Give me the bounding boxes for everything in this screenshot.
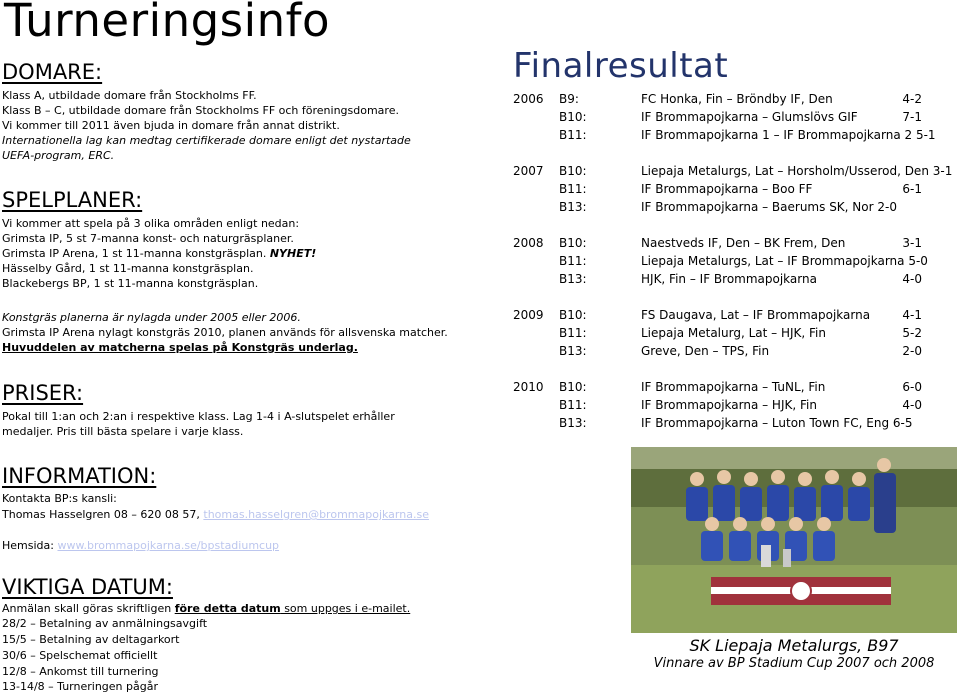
email-link[interactable]: thomas.hasselgren@brommapojkarna.se	[203, 508, 429, 521]
result-year: 2010	[513, 380, 544, 394]
spelplaner-line-text: Grimsta IP Arena, 1 st 11-manna konstgräsplan.	[2, 247, 267, 260]
spelplaner-note: Grimsta IP Arena nylagt konstgräs 2010, planen används för allsvenska matcher.	[2, 326, 448, 339]
result-match: IF Brommapojkarna – TuNL, Fin	[641, 380, 826, 394]
domare-line: Klass A, utbildade domare från Stockholms FF.	[2, 89, 257, 102]
spelplaner-line: Hässelby Gård, 1 st 11-manna konstgräsplan.	[2, 262, 254, 275]
contact-text: Thomas Hasselgren 08 – 620 08 57,	[2, 508, 200, 521]
viktiga-intro	[2, 601, 410, 616]
result-match: Liepaja Metalurgs, Lat – IF Brommapojkarna 5-0	[641, 254, 928, 268]
viktiga-intro-bold: före detta datum	[174, 602, 281, 615]
spelplaner-line	[2, 246, 316, 261]
hemsida-line	[2, 538, 279, 553]
result-match: IF Brommapojkarna – Glumslövs GIF	[641, 110, 858, 124]
result-class: B11:	[559, 254, 587, 268]
result-class: B10:	[559, 110, 587, 124]
domare-line: Internationella lag kan medtag certifikerade domare enligt det nystartade	[2, 134, 411, 147]
result-class: B13:	[559, 200, 587, 214]
result-match: Greve, Den – TPS, Fin	[641, 344, 770, 358]
viktiga-datum-heading: VIKTIGA DATUM:	[2, 575, 173, 599]
result-class: B10:	[559, 236, 587, 250]
team-photo	[631, 447, 957, 633]
result-class: B9:	[559, 92, 579, 106]
result-match: IF Brommapojkarna 1 – IF Brommapojkarna 2 5-1	[641, 128, 936, 142]
photo-caption-title: SK Liepaja Metalurgs, B97	[689, 636, 899, 655]
photo-caption-sub: Vinnare av BP Stadium Cup 2007 och 2008	[653, 656, 935, 671]
result-score: 3-1	[902, 236, 922, 250]
result-match: IF Brommapojkarna – Luton Town FC, Eng 6-5	[641, 416, 913, 430]
result-match: Liepaja Metalurgs, Lat – Horsholm/Usserod, Den 3-1	[641, 164, 953, 178]
spelplaner-line: Blackebergs BP, 1 st 11-manna konstgräsplan.	[2, 277, 259, 290]
result-class: B13:	[559, 272, 587, 286]
result-match: IF Brommapojkarna – HJK, Fin	[641, 398, 817, 412]
result-match: FS Daugava, Lat – IF Brommapojkarna	[641, 308, 871, 322]
viktiga-intro-pre: Anmälan skall göras skriftligen	[2, 602, 175, 615]
date-item: 28/2 – Betalning av anmälningsavgift	[2, 617, 208, 630]
domare-line: Vi kommer till 2011 även bjuda in domare från annat distrikt.	[2, 119, 340, 132]
result-year: 2006	[513, 92, 544, 106]
hemsida-link[interactable]: www.brommapojkarna.se/bpstadiumcup	[57, 539, 280, 552]
result-class: B10:	[559, 164, 587, 178]
result-year: 2007	[513, 164, 544, 178]
result-score: 6-1	[902, 182, 922, 196]
finalresultat-title: Finalresultat	[513, 46, 729, 86]
domare-heading: DOMARE:	[2, 60, 103, 84]
result-class: B11:	[559, 326, 587, 340]
priser-line: medaljer. Pris till bästa spelare i varje klass.	[2, 425, 244, 438]
spelplaner-intro: Vi kommer att spela på 3 olika områden enligt nedan:	[2, 217, 300, 230]
result-match: FC Honka, Fin – Bröndby IF, Den	[641, 92, 833, 106]
team-photo-art	[631, 447, 957, 633]
result-score: 6-0	[902, 380, 922, 394]
result-score: 2-0	[902, 344, 922, 358]
date-item: 13-14/8 – Turneringen pågår	[2, 680, 158, 693]
result-score: 4-0	[902, 272, 922, 286]
result-match: IF Brommapojkarna – Baerums SK, Nor 2-0	[641, 200, 897, 214]
result-class: B10:	[559, 308, 587, 322]
result-score: 7-1	[902, 110, 922, 124]
result-match: Liepaja Metalurg, Lat – HJK, Fin	[641, 326, 826, 340]
spelplaner-note: Huvuddelen av matcherna spelas på Konstgräs underlag.	[2, 341, 358, 354]
result-year: 2009	[513, 308, 544, 322]
kansli-label: Kontakta BP:s kansli:	[2, 492, 117, 505]
result-class: B11:	[559, 182, 587, 196]
information-heading: INFORMATION:	[2, 464, 157, 488]
result-score: 5-2	[902, 326, 922, 340]
priser-heading: PRISER:	[2, 381, 84, 405]
domare-line: Klass B – C, utbildade domare från Stockholms FF och föreningsdomare.	[2, 104, 399, 117]
page-title: Turneringsinfo	[4, 0, 331, 47]
viktiga-intro-post: som uppges i e-mailet.	[280, 602, 411, 615]
spelplaner-heading: SPELPLANER:	[2, 188, 143, 212]
date-item: 30/6 – Spelschemat officiellt	[2, 649, 158, 662]
result-class: B11:	[559, 128, 587, 142]
result-year: 2008	[513, 236, 544, 250]
result-match: HJK, Fin – IF Brommapojkarna	[641, 272, 817, 286]
nyhet-badge: NYHET!	[269, 247, 317, 260]
result-class: B11:	[559, 398, 587, 412]
result-score: 4-0	[902, 398, 922, 412]
result-class: B13:	[559, 416, 587, 430]
priser-line: Pokal till 1:an och 2:an i respektive klass. Lag 1-4 i A-slutspelet erhåller	[2, 410, 395, 423]
result-class: B10:	[559, 380, 587, 394]
result-match: Naestveds IF, Den – BK Frem, Den	[641, 236, 846, 250]
result-score: 4-2	[902, 92, 922, 106]
spelplaner-line: Grimsta IP, 5 st 7-manna konst- och naturgräsplaner.	[2, 232, 294, 245]
result-match: IF Brommapojkarna – Boo FF	[641, 182, 813, 196]
domare-line: UEFA-program, ERC.	[2, 149, 115, 162]
contact-line	[2, 507, 429, 522]
result-class: B13:	[559, 344, 587, 358]
hemsida-label: Hemsida:	[2, 539, 54, 552]
date-item: 15/5 – Betalning av deltagarkort	[2, 633, 180, 646]
spelplaner-note: Konstgräs planerna är nylagda under 2005 eller 2006.	[2, 311, 301, 324]
date-item: 12/8 – Ankomst till turnering	[2, 665, 159, 678]
result-score: 4-1	[902, 308, 922, 322]
